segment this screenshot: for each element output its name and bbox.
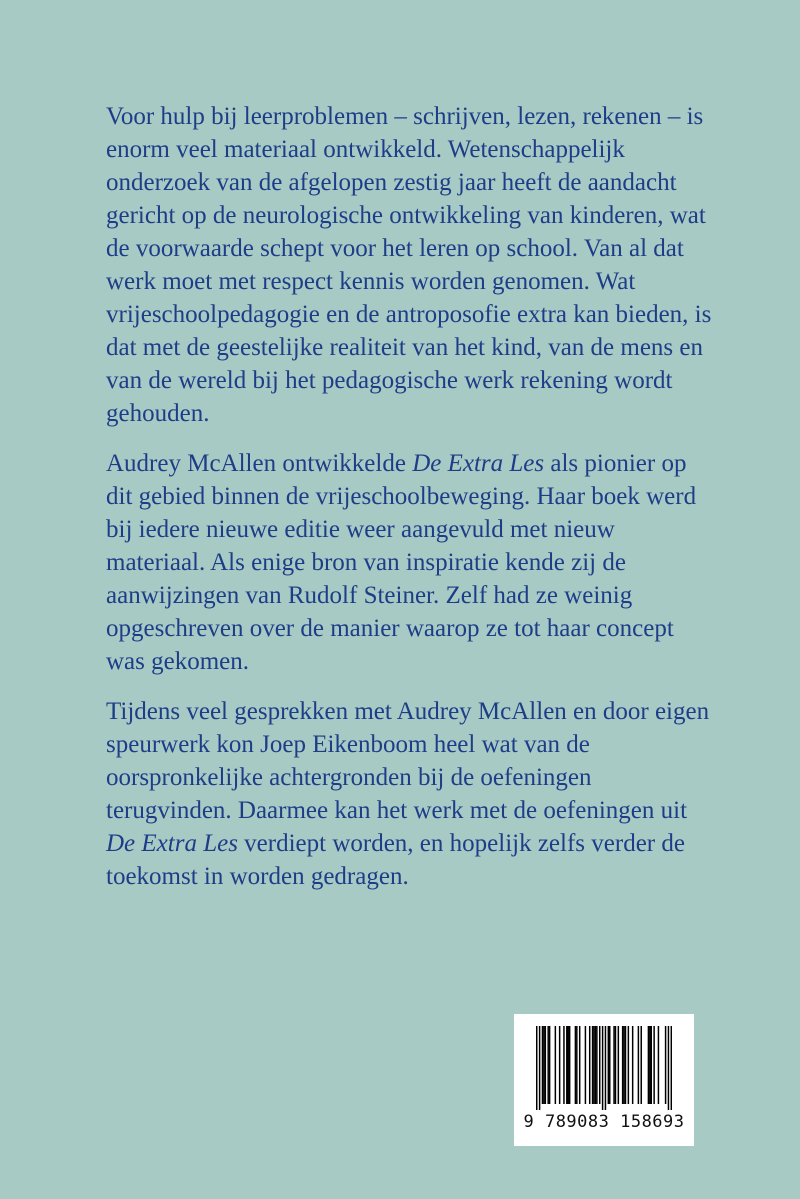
barcode-bar: [641, 1026, 642, 1104]
barcode-bar: [595, 1026, 596, 1104]
barcode-bar: [596, 1026, 597, 1104]
back-cover-text: [106, 100, 716, 910]
paragraph-3-text-a: Tijdens veel gesprekken met Audrey McAllen en door eigen speurwerk kon Joep Eikenboom heel wat van de oorspronkelijke achtergronden bij de oefeningen terugvinden. Daarmee kan het werk met de oefeningen uit: [106, 698, 710, 824]
barcode-bar: [668, 1026, 669, 1110]
barcode-bar: [566, 1026, 567, 1104]
barcode-bar: [593, 1026, 594, 1104]
barcode-bar: [632, 1026, 633, 1104]
paragraph-3: [106, 695, 716, 893]
barcode-bar: [549, 1026, 550, 1104]
barcode-bar: [585, 1026, 586, 1104]
barcode-bar: [613, 1026, 614, 1104]
barcode-bar: [605, 1026, 606, 1110]
barcode-bars: [536, 1026, 672, 1110]
barcode-bar: [602, 1026, 603, 1110]
barcode-bar: [567, 1026, 568, 1104]
barcode-bar: [628, 1026, 629, 1104]
barcode-bar: [579, 1026, 580, 1104]
barcode-bar: [625, 1026, 626, 1104]
barcode-bar: [599, 1026, 600, 1104]
barcode-bar: [609, 1026, 610, 1104]
barcode-bar: [563, 1026, 564, 1104]
book-title-italic-2: De Extra Les: [106, 830, 238, 857]
barcode-bar: [592, 1026, 593, 1104]
barcode-bar: [651, 1026, 652, 1104]
barcode-bar: [569, 1026, 570, 1104]
barcode-bar: [665, 1026, 666, 1104]
barcode-bar: [671, 1026, 672, 1110]
barcode-bar: [545, 1026, 546, 1104]
barcode-bar: [658, 1026, 659, 1104]
paragraph-3-text-b: verdiept worden, en hopelijk zelfs verder de toekomst in worden gedragen.: [106, 830, 685, 890]
paragraph-1-text: Voor hulp bij leerproblemen – schrijven, lezen, rekenen – is enorm veel materiaal ontwikkeld. Wetenschappelijk onderzoek van de afgelopen zestig jaar heeft de aandacht gericht op de neurologische ontwikkeling van kinderen, wat de voorwaarde schept voor het leren op school. Van al dat werk moet met respect kennis worden genomen. Wat vrijeschoolpedagogie en de antroposofie extra kan bieden, is dat met de geestelijke realiteit van het kind, van de mens en van de wereld bij het pedagogische werk rekening wordt gehouden.: [106, 103, 712, 427]
paragraph-2-text-a: Audrey McAllen ontwikkelde: [106, 450, 413, 477]
barcode-bar: [576, 1026, 577, 1104]
barcode-bar: [615, 1026, 616, 1104]
isbn-barcode: [514, 1014, 694, 1146]
barcode-bar: [649, 1026, 650, 1104]
barcode-bar: [575, 1026, 576, 1104]
paragraph-2: [106, 447, 716, 678]
paragraph-2-text-b: als pionier op dit gebied binnen de vrijeschoolbeweging. Haar boek werd bij iedere nieuwe editie weer aangevuld met nieuw materiaal. Als enige bron van inspiratie kende zij de aanwijzingen van Rudolf Steiner. Zelf had ze weinig opgeschreven over de manier waarop ze tot haar concept was gekomen.: [106, 450, 697, 675]
barcode-bar: [653, 1026, 654, 1104]
paragraph-1: [106, 100, 716, 430]
barcode-bar: [536, 1026, 537, 1110]
barcode-bar: [542, 1026, 543, 1104]
isbn-digits: 9 789083 158693: [523, 1112, 685, 1132]
barcode-bar: [623, 1026, 624, 1104]
barcode-bar: [559, 1026, 560, 1104]
barcode-bar: [618, 1026, 619, 1104]
barcode-bar: [547, 1026, 548, 1104]
barcode-bar: [608, 1026, 609, 1104]
barcode-bar: [589, 1026, 590, 1104]
barcode-bar: [543, 1026, 544, 1104]
barcode-bar: [638, 1026, 639, 1104]
barcode-bar: [648, 1026, 649, 1104]
barcode-bar: [622, 1026, 623, 1104]
barcode-bar: [555, 1026, 556, 1104]
barcode-bar: [539, 1026, 540, 1110]
book-title-italic: De Extra Les: [412, 450, 545, 477]
